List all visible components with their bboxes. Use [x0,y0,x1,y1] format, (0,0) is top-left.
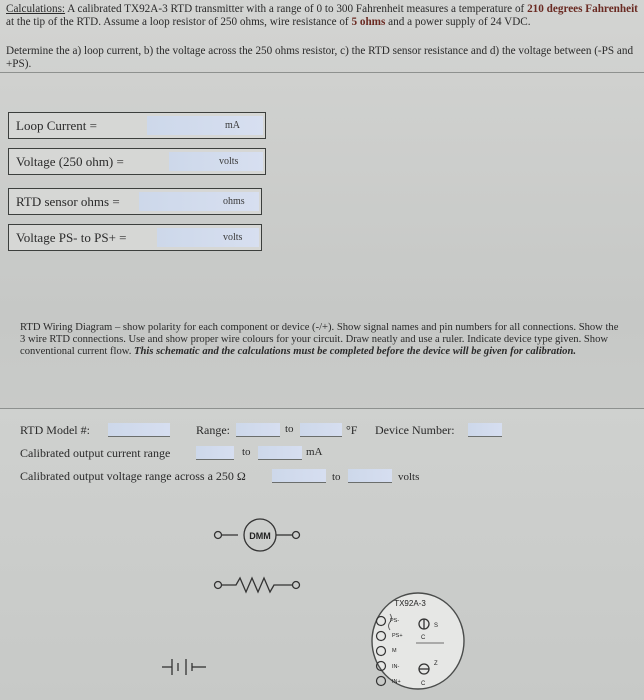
pin-label: PS+ [392,633,403,639]
battery-symbol [160,655,210,679]
dmm-symbol [210,517,310,553]
span-s-label: S [434,623,439,629]
pin-label: PS- [390,618,400,624]
answer-label: Loop Current = [16,117,97,133]
to-label: to [332,471,341,483]
intro-text-b: at the tip of the RTD. Assume a loop resistor of 250 ohms, wire resistance of [6,15,352,28]
answer-row-rtd-ohms [8,188,262,215]
transmitter-title: TX92A-3 [394,599,426,608]
task-paragraph: Determine the a) loop current, b) the voltage across the 250 ohms resistor, c) the RTD sensor resistance and d) the voltage between (-PS and +PS). [6,45,634,70]
model-input[interactable] [108,423,170,437]
deg-f-label: °F [346,423,358,437]
answer-row-voltage-ps [8,224,262,251]
intro-label: Calculations: [6,3,66,15]
device-form-panel [0,408,644,700]
device-number-label: Device Number: [375,423,455,437]
answer-unit: ohms [223,196,245,207]
range-low-input[interactable] [236,423,280,437]
wiring-emphasis: This schematic and the calculations must be completed before the device will be given for calibration. [134,346,576,358]
divider [0,72,644,73]
answer-row-voltage-250 [8,148,266,175]
range-label: Range: [196,423,230,437]
dmm-label: DMM [249,531,271,541]
pin-label: IN+ [392,679,401,685]
voltage-ps-input[interactable] [157,228,259,247]
wiring-instructions [20,322,620,359]
answer-label: RTD sensor ohms = [16,193,120,209]
cal-current-high-input[interactable] [258,446,302,460]
to-label: to [242,446,251,458]
wiring-text: RTD Wiring Diagram – show polarity for each component or device (-/+). Show signal names and pin numbers for all connections. Show the 3 wire RTD connections. Use and show proper wire colours for your circuit. Draw neatly and use a ruler. Indicate device type given. Show conventional current flow. [20,322,619,358]
c-label: C [421,635,426,641]
device-number-input[interactable] [468,423,502,437]
to-label: to [285,423,294,435]
loop-current-input[interactable] [147,116,263,135]
pin-label: M [392,648,397,654]
answer-unit: mA [225,120,240,131]
intro-bold-wire: 5 ohms [351,15,386,28]
intro-text-c: and a power supply of 24 VDC. [385,15,531,28]
answer-label: Voltage PS- to PS+ = [16,229,127,245]
ma-label: mA [306,446,323,458]
voltage-250-input[interactable] [169,152,263,171]
volts-label: volts [398,471,420,483]
resistor-symbol [210,575,310,595]
zero-z-label: Z [434,661,438,667]
answer-row-loop-current [8,112,266,139]
model-label: RTD Model #: [20,423,90,437]
answer-label: Voltage (250 ohm) = [16,153,124,169]
cal-voltage-low-input[interactable] [272,469,326,483]
c-label: C [421,681,426,687]
cal-voltage-label: Calibrated output voltage range across a 250 Ω [20,469,246,483]
cal-current-label: Calibrated output current range [20,446,171,460]
intro-bold-temp: 210 degrees Fahrenheit [527,3,638,15]
transmitter-tx92a-3 [368,589,468,699]
cal-voltage-high-input[interactable] [348,469,392,483]
pin-label: IN- [392,664,400,670]
intro-paragraph [6,3,638,28]
cal-current-low-input[interactable] [196,446,234,460]
range-high-input[interactable] [300,423,342,437]
answer-unit: volts [223,232,243,243]
answer-unit: volts [219,156,239,167]
intro-text-a: A calibrated TX92A-3 RTD transmitter with a range of 0 to 300 Fahrenheit measures a temperature of [65,3,528,15]
